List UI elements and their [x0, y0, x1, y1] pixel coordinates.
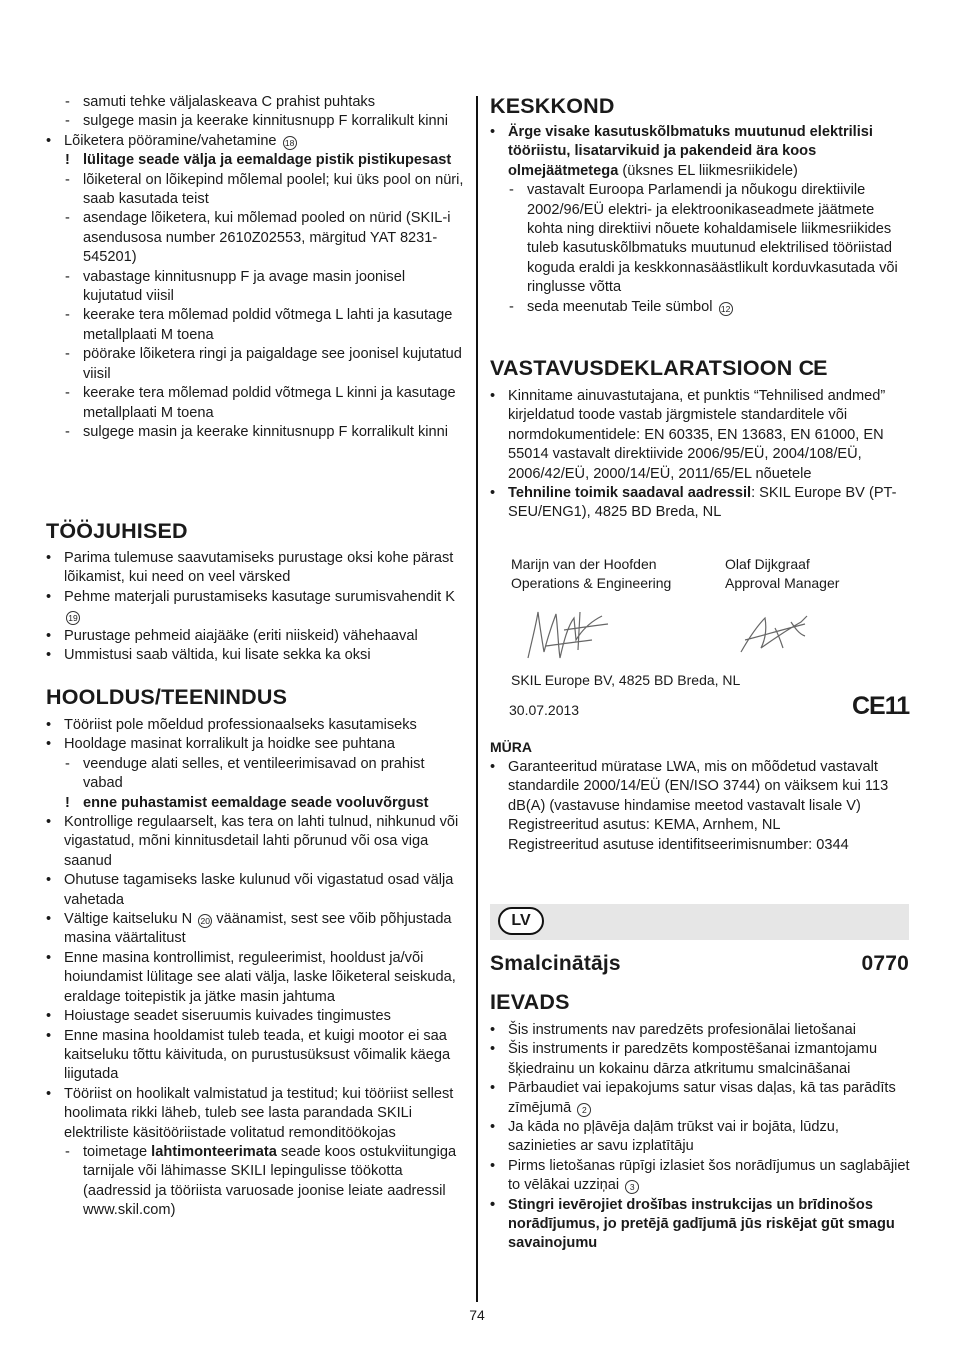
item-text: Vältige kaitseluku N	[64, 911, 193, 928]
list-item	[490, 484, 910, 523]
dash-marker: -	[65, 113, 70, 130]
list-item	[46, 171, 466, 210]
item-text: veenduge alati selles, et ventileerimisavad on prahist vabad	[83, 755, 425, 792]
bullet-icon: •	[46, 949, 52, 966]
bullet-icon: •	[490, 388, 496, 404]
list-item	[490, 123, 910, 181]
dash-marker: -	[65, 423, 70, 440]
list-item	[46, 716, 466, 735]
hooldus-list	[46, 716, 466, 1221]
bullet-icon: •	[490, 1080, 496, 1097]
item-text: vabastage kinnitusnupp F ja avage masin joonisel kujutatud viisil	[83, 268, 406, 305]
company-address: SKIL Europe BV, 4825 BD Breda, NL	[511, 672, 741, 688]
list-item	[46, 735, 466, 754]
list-item	[46, 1085, 466, 1143]
column-divider	[476, 96, 478, 1302]
list-item	[46, 384, 466, 423]
bullet-icon: •	[46, 647, 52, 664]
item-text: keerake tera mõlemad poldid võtmega L kinni ja kasutage metallplaati M toena	[83, 385, 456, 421]
mura-block	[490, 758, 910, 855]
item-text: lõiketeral on lõikepind mõlemal poolel; kui üks pool on nüri, saab kasutada teist	[83, 171, 464, 208]
item-text: pöörake lõiketera ringi ja paigaldage see joonisel kujutatud viisil	[83, 346, 462, 382]
list-item	[490, 181, 910, 297]
list-item	[490, 1196, 910, 1254]
list-item	[490, 298, 910, 317]
item-text: asendage lõiketera, kui mõlemad pooled on nürid (SKIL-i asendusosa number 2610Z02553, märgitud YAT 8231-545201)	[83, 210, 451, 266]
list-item	[46, 949, 466, 1007]
list-item	[46, 1007, 466, 1026]
section-title-keskkond: KESKKOND	[490, 94, 615, 118]
list-item	[490, 1021, 910, 1040]
item-text: Pirms lietošanas rūpīgi izlasiet šos norādījumus un saglabājiet to vēlākai uzziņai	[508, 1157, 910, 1194]
language-bar	[490, 904, 909, 940]
bullet-icon: •	[46, 717, 52, 733]
bullet-icon: •	[490, 124, 496, 140]
declaration-date: 30.07.2013	[509, 702, 580, 718]
item-text: enne puhastamist eemaldage seade vooluvõrgust	[83, 794, 429, 811]
list-item	[46, 268, 466, 307]
item-bold-mid: lahtimonteerimata	[151, 1143, 277, 1160]
language-badge: LV	[498, 907, 544, 935]
item-text-after: seade koos ostukviitungiga tarnijale või lähimasse SKILI lepingulisse töökotta (aadressid ja tööriista varuosade joonise leiate aadressil www.skil.com)	[83, 1143, 457, 1219]
list-item	[46, 209, 466, 267]
bullet-icon: •	[46, 588, 52, 605]
ce-year-mark: CE11	[852, 692, 910, 720]
dash-marker: -	[65, 210, 70, 227]
list-item	[490, 758, 910, 855]
list-item	[490, 1118, 910, 1157]
bullet-icon: •	[490, 485, 496, 502]
item-text: Ohutuse tagamiseks laske kulunud või vigastatud osad välja vahetada	[64, 872, 454, 908]
item-text: Hooldage masinat korralikult ja hoidke see puhtana	[64, 736, 395, 753]
item-text: Kinnitame ainuvastutajana, et punktis “Tehnilised andmed” kirjeldatud toode vastab järgmistele standarditele või normdokumentidele: EN 60335, EN 13683, EN 61000, EN 55014 vastavalt direktiivide 2006/95/EÜ, 2004/108/EÜ, 2006/42/EÜ, 2000/14/EÜ, 2011/65/EL nõuetele	[508, 388, 886, 482]
signer2-title: Approval Manager	[725, 575, 840, 591]
product-code: 0770	[861, 952, 909, 975]
item-text-after: (üksnes EL liikmesriikidele)	[618, 162, 798, 179]
section-title-hooldus: HOOLDUS/TEENINDUS	[46, 685, 288, 709]
dash-marker: -	[65, 385, 70, 402]
vastavus-list	[490, 387, 910, 523]
warning-marker: !	[65, 152, 70, 169]
warning-marker: !	[65, 794, 70, 811]
toojuhised-list	[46, 549, 466, 665]
list-item	[46, 1143, 466, 1221]
dash-marker: -	[65, 346, 70, 363]
list-item	[490, 387, 910, 484]
list-item	[46, 755, 466, 794]
bullet-icon: •	[490, 1022, 496, 1038]
item-text: sulgege masin ja keerake kinnitusnupp F korralikult kinni	[83, 113, 449, 130]
list-item	[46, 93, 466, 112]
item-text: Tööriist pole mõeldud professionaalseks kasutamiseks	[64, 717, 417, 733]
item-text: Šis instruments nav paredzēts profesionālai lietošanai	[508, 1022, 857, 1038]
bullet-icon: •	[490, 1196, 496, 1213]
bullet-icon: •	[46, 872, 52, 889]
dash-marker: -	[65, 268, 70, 285]
item-text: sulgege masin ja keerake kinnitusnupp F korralikult kinni	[83, 423, 449, 440]
item-text: Hoiustage seadet siseruumis kuivades tingimustes	[64, 1008, 391, 1025]
bullet-icon: •	[46, 1027, 52, 1044]
product-name: Smalcinātājs	[490, 952, 621, 975]
figure-ref-icon: 2	[577, 1103, 591, 1117]
dash-marker: -	[65, 171, 70, 188]
list-item	[490, 1157, 910, 1196]
ce-mark: CE	[798, 356, 827, 380]
vastavus-title-text: VASTAVUSDEKLARATSIOON	[490, 356, 793, 380]
bullet-icon: •	[46, 1085, 52, 1102]
bullet-icon: •	[46, 1008, 52, 1025]
list-item	[46, 306, 466, 345]
item-text: Purustage pehmeid aiajääke (eriti niiskeid) vähehaaval	[64, 627, 418, 644]
list-item	[46, 1027, 466, 1085]
figure-ref-icon: 18	[283, 136, 297, 150]
item-text: Ummistusi saab vältida, kui lisate sekka ka oksi	[64, 647, 371, 664]
item-text-after: väänamist, sest see võib põhjustada masina väärtalitust	[64, 911, 452, 947]
signature-1	[520, 600, 610, 668]
list-item	[46, 910, 466, 949]
page-number: 74	[469, 1307, 485, 1323]
bullet-icon: •	[490, 759, 496, 775]
bullet-icon: •	[46, 132, 52, 149]
list-item	[46, 646, 466, 665]
item-text: Kontrollige regulaarselt, kas tera on lahti tulnud, nihkunud või vigastatud, mõni kinnitusdetail lahti põrunud või osa viga saanud	[64, 814, 459, 869]
bullet-icon: •	[490, 1041, 496, 1058]
mura-line2: Registreeritud asutus: KEMA, Arnhem, NL	[508, 817, 781, 834]
figure-ref-icon: 19	[66, 611, 80, 625]
item-text: keerake tera mõlemad poldid võtmega L lahti ja kasutage metallplaati M toena	[83, 307, 453, 343]
ievads-list	[490, 1021, 910, 1254]
mura-title: MÜRA	[490, 739, 532, 755]
item-text: Šis instruments ir paredzēts kompostēšanai izmantojamu šķiedrainu un kokainu dārza atkritumu smalcināšanai	[508, 1041, 878, 1077]
list-item	[46, 871, 466, 910]
item-text: seda meenutab Teile sümbol	[527, 298, 713, 315]
list-item	[46, 345, 466, 384]
dash-marker: -	[65, 307, 70, 324]
bullet-icon: •	[46, 814, 52, 831]
keskkond-list	[490, 123, 910, 317]
list-item	[490, 1079, 910, 1118]
section-title-toojuhised: TÖÖJUHISED	[46, 519, 188, 543]
dash-marker: -	[65, 755, 70, 772]
signer2-name: Olaf Dijkgraaf	[725, 556, 810, 572]
signer1-title: Operations & Engineering	[511, 575, 672, 591]
bullet-icon: •	[490, 1119, 496, 1136]
list-item	[46, 549, 466, 588]
item-text: Pehme materjali purustamiseks kasutage surumisvahendit K	[64, 588, 455, 605]
section-title-ievads: IEVADS	[490, 990, 570, 1014]
item-text: Parima tulemuse saavutamiseks purustage oksi kohe pärast lõikamist, kui need on veel värsked	[64, 550, 454, 586]
list-item	[46, 794, 466, 813]
figure-ref-icon: 12	[719, 302, 733, 316]
list-item	[46, 423, 466, 442]
product-heading	[490, 951, 910, 977]
bullet-icon: •	[46, 911, 52, 928]
item-text: Lõiketera pööramine/vahetamine	[64, 132, 277, 149]
item-text: Pārbaudiet vai iepakojums satur visas daļas, kā tas parādīts zīmējumā	[508, 1080, 896, 1116]
item-bold-lead: Ärge visake kasutuskõlbmatuks muutunud elektrilisi tööriistu, lisatarvikuid ja pakendeid ära koos olmejäätmetega	[508, 124, 873, 179]
item-text: Stingri ievērojiet drošības instrukcijas un brīdinošos norādījumus, jo pretējā gadījumā jūs riskējat gūt smagu savainojumu	[508, 1196, 895, 1252]
list-item	[46, 151, 466, 170]
bullet-icon: •	[46, 550, 52, 566]
signature-2	[735, 608, 815, 658]
figure-ref-icon: 3	[625, 1180, 639, 1194]
item-bold-lead: Tehniline toimik saadaval aadressil	[508, 485, 752, 502]
mura-text: Garanteeritud müratase LWA, mis on mõõdetud vastavalt standardile 2000/14/EÜ (EN/ISO 3744) on väiksem kui 113 dB(A) (vastavuse hindamise meetod vastavalt lisale V)	[508, 759, 889, 814]
item-text: vastavalt Euroopa Parlamendi ja nõukogu direktiivile 2002/96/EÜ elektri- ja elektroonikaseadmete jäätmete kohta ning direktiivi nõuete kohaldamisele liikmesriikides tuleb kasutuskõlbmatuks muutunud elektrilised tööriistad koguda eraldi ja keskkonnasäästlikult korduvkasutada või ringlusse võtta	[527, 182, 898, 296]
item-text: lülitage seade välja ja eemaldage pistik pistikupesast	[83, 152, 452, 169]
dash-marker: -	[65, 94, 70, 110]
dash-marker: -	[509, 182, 514, 199]
section-title-vastavus	[490, 355, 910, 381]
list-item	[490, 1040, 910, 1079]
item-text: samuti tehke väljalaskeava C prahist puhtaks	[83, 94, 376, 110]
list-item	[46, 588, 466, 627]
list-item	[46, 112, 466, 131]
signer1-name: Marijn van der Hoofden	[511, 556, 657, 572]
list-item	[46, 627, 466, 646]
bullet-icon: •	[46, 627, 52, 644]
bullet-icon: •	[490, 1157, 496, 1174]
dash-marker: -	[509, 298, 514, 315]
item-text: toimetage	[83, 1143, 148, 1160]
item-text: Ja kāda no pļāvēja daļām trūkst vai ir bojāta, lūdzu, sazinieties ar savu izplatītāju	[508, 1119, 839, 1155]
item-text: Enne masina kontrollimist, reguleerimist, hooldust ja/või hoiundamist lülitage see alati välja, laske lõiketeral seiskuda, eraldage toitepistik ja jätke masin jahtuma	[64, 949, 456, 1005]
item-text-after: : SKIL Europe BV (PT-SEU/ENG1), 4825 BD Breda, NL	[508, 485, 897, 521]
item-text: Enne masina hooldamist tuleb teada, et kuigi moot​or ei saa kaitseluku tõttu käivituda, on purustusüksust võimalik käega liigutada	[64, 1027, 451, 1083]
figure-ref-icon: 20	[198, 914, 212, 928]
list-item	[46, 132, 466, 151]
item-text: Tööriist on hoolikalt valmistatud ja testitud; kui tööriist sellest hoolimata rikki läheb, tuleb see lasta parandada SKILi elektriliste käsitööriistade volitatud remonditöökojas	[64, 1085, 454, 1141]
bullet-icon: •	[46, 736, 52, 753]
mura-line3: Registreeritud asutuse identifitseerimisnumber: 0344	[508, 836, 849, 853]
top-list	[46, 93, 466, 442]
dash-marker: -	[65, 1143, 70, 1160]
list-item	[46, 813, 466, 871]
